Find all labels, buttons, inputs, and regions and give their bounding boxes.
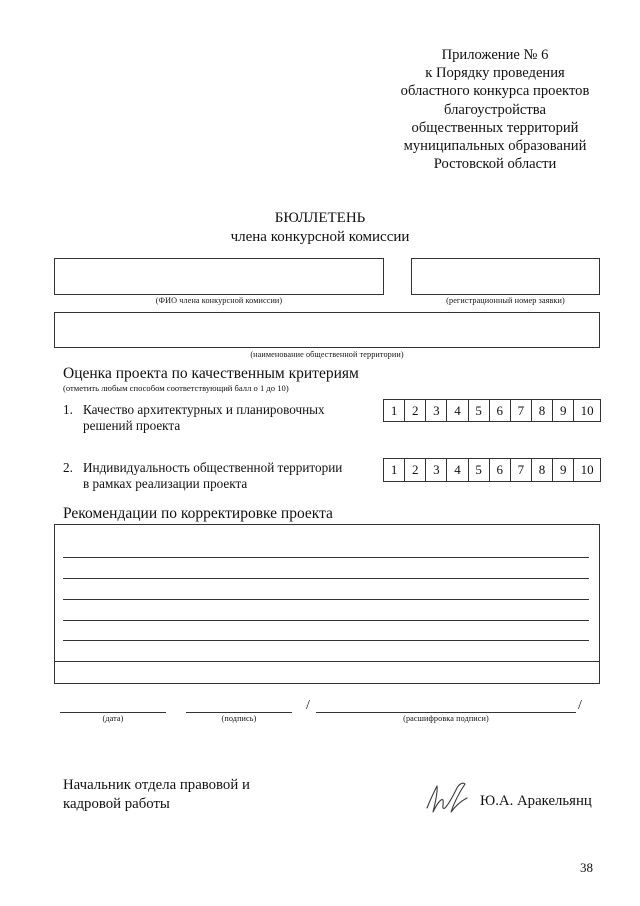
writing-line (63, 557, 589, 558)
recommendations-divider (55, 661, 599, 662)
recommendations-field[interactable] (54, 524, 600, 684)
appendix-header (380, 46, 610, 173)
appendix-line: муниципальных образований (403, 138, 587, 155)
criterion-number: 1. (63, 402, 73, 417)
date-caption: (дата) (102, 714, 124, 723)
signature-caption: (подпись) (221, 714, 257, 723)
score-cell-3[interactable]: 3 (426, 459, 447, 481)
member-name-field[interactable] (54, 258, 384, 295)
appendix-line: общественных территорий (411, 119, 579, 136)
score-cell-9[interactable]: 9 (553, 459, 574, 481)
criterion-text-line2: решений проекта (83, 418, 181, 433)
signature-decode-caption: (расшифровка подписи) (403, 714, 489, 723)
registration-number-caption: (регистрационный номер заявки) (446, 296, 565, 305)
position-line: кадровой работы (63, 796, 170, 812)
page-number: 38 (580, 860, 593, 875)
date-line[interactable] (60, 712, 166, 713)
score-cell-10[interactable]: 10 (580, 462, 594, 477)
criterion-2 (63, 460, 373, 494)
score-cell-4[interactable]: 4 (447, 400, 468, 421)
writing-line (63, 578, 589, 579)
criterion-text-line1: Индивидуальность общественной территории (83, 460, 343, 475)
handwritten-signature (423, 778, 471, 820)
appendix-line: областного конкурса проектов (400, 83, 590, 100)
signature-line[interactable] (186, 712, 292, 713)
writing-line (63, 640, 589, 641)
score-cell-9[interactable]: 9 (553, 400, 574, 421)
position-line: Начальник отдела правовой и (63, 777, 250, 793)
score-cell-4[interactable]: 4 (447, 459, 468, 481)
criterion-1 (63, 402, 373, 436)
territory-name-caption: (наименование общественной территории) (250, 350, 404, 359)
signature-decode-line[interactable] (316, 712, 576, 713)
score-cell-2[interactable]: 2 (405, 459, 426, 481)
writing-line (63, 599, 589, 600)
score-cell-5[interactable]: 5 (469, 400, 490, 421)
score-cell-6[interactable]: 6 (490, 400, 511, 421)
score-cell-10[interactable]: 10 (580, 402, 594, 418)
assessment-hint: (отметить любым способом соответствующий балл о 1 до 10) (63, 383, 289, 393)
score-cell-8[interactable]: 8 (532, 459, 553, 481)
signatory-name: Ю.А. Аракельянц (480, 793, 592, 809)
score-cell-1[interactable]: 1 (384, 459, 405, 481)
registration-number-field[interactable] (411, 258, 600, 295)
recommendations-heading: Рекомендации по корректировке проекта (63, 505, 333, 522)
criterion-text-line2: в рамках реализации проекта (83, 476, 248, 491)
member-name-caption: (ФИО члена конкурсной комиссии) (155, 296, 283, 305)
score-cell-6[interactable]: 6 (490, 459, 511, 481)
appendix-line: Приложение № 6 (441, 47, 549, 63)
slash-separator: / (578, 698, 582, 713)
territory-name-field[interactable] (54, 312, 600, 348)
writing-line (63, 620, 589, 621)
score-cell-8[interactable]: 8 (532, 400, 553, 421)
criterion-2-score-scale (383, 458, 601, 482)
appendix-line: к Порядку проведения (425, 65, 565, 82)
score-cell-1[interactable]: 1 (384, 400, 405, 421)
score-cell-3[interactable]: 3 (426, 400, 447, 421)
score-cell-7[interactable]: 7 (511, 400, 532, 421)
score-cell-5[interactable]: 5 (469, 459, 490, 481)
appendix-line: Ростовской области (433, 156, 557, 173)
criterion-1-score-scale (383, 399, 601, 422)
assessment-heading: Оценка проекта по качественным критериям (63, 365, 359, 382)
ballot-title: БЮЛЛЕТЕНЬ (274, 210, 366, 226)
signatory-position (63, 776, 250, 814)
criterion-text-line1: Качество архитектурных и планировочных (83, 402, 325, 417)
ballot-subtitle: члена конкурсной комиссии (230, 229, 410, 245)
appendix-line: благоустройства (444, 101, 546, 118)
slash-separator: / (306, 698, 310, 713)
criterion-number: 2. (63, 460, 73, 475)
score-cell-2[interactable]: 2 (405, 400, 426, 421)
score-cell-7[interactable]: 7 (511, 459, 532, 481)
